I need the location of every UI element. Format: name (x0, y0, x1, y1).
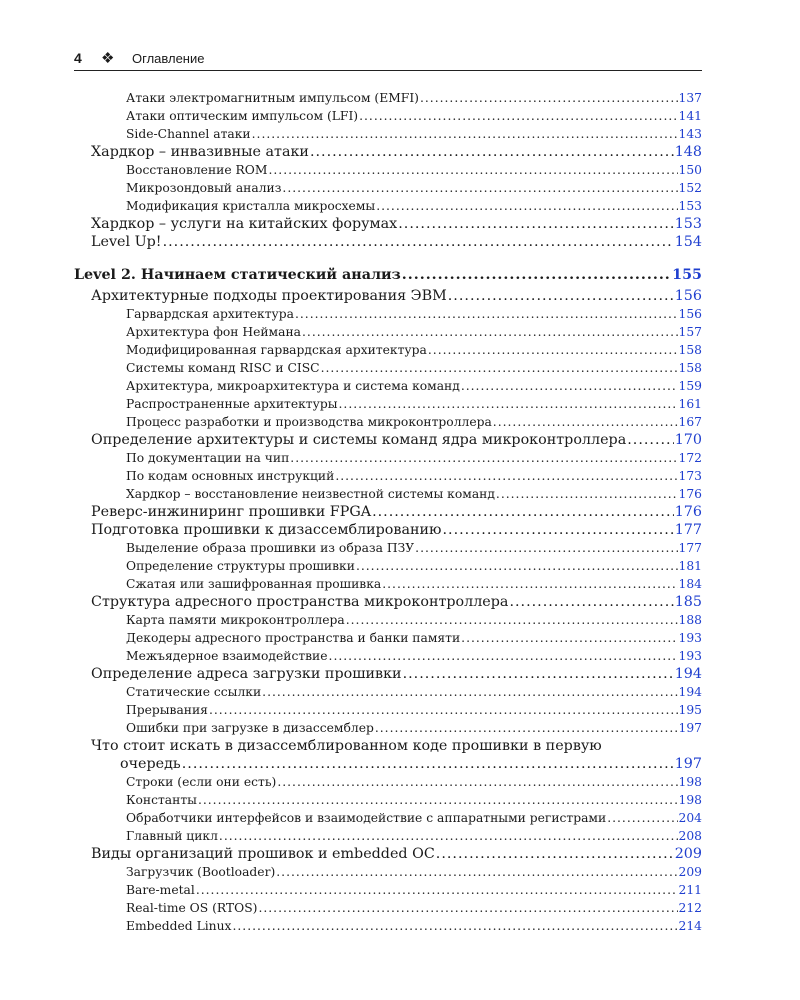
page-number: 4 (74, 50, 82, 66)
toc-entry-title: Level 2. Начинаем статический анализ (74, 267, 401, 283)
toc-entry-title: Гарвардская архитектура (126, 307, 294, 321)
dot-leader (252, 125, 678, 143)
toc-entry-title: Хардкор – инвазивные атаки (91, 144, 309, 160)
toc-page-number[interactable]: 152 (678, 181, 702, 195)
toc-entry-title: Константы (126, 793, 197, 807)
toc-entry-title: Выделение образа прошивки из образа ПЗУ (126, 541, 415, 555)
toc-entry-title: Ошибки при загрузке в дизассемблер (126, 721, 374, 735)
toc-subsection[interactable] (74, 125, 702, 143)
dot-leader (403, 665, 674, 683)
toc-section[interactable] (74, 503, 702, 521)
toc-entry-title: Атаки электромагнитным импульсом (EMFI) (126, 91, 419, 105)
dot-leader (415, 539, 677, 557)
toc-page-number[interactable]: 159 (678, 379, 702, 393)
page-header (74, 50, 702, 70)
toc-section[interactable] (74, 593, 702, 611)
toc-page-number[interactable]: 167 (678, 415, 702, 429)
toc-entry-title: очередь (120, 756, 181, 772)
toc-subsection[interactable] (74, 809, 702, 827)
toc-page-number[interactable]: 208 (678, 829, 702, 843)
dot-leader (398, 215, 673, 233)
toc-page-number[interactable]: 148 (674, 144, 702, 160)
toc-page-number[interactable]: 212 (678, 901, 702, 915)
toc-section[interactable] (74, 287, 702, 305)
toc-page-number[interactable]: 185 (674, 594, 702, 610)
toc-page-number[interactable]: 150 (678, 163, 702, 177)
dot-leader (509, 593, 673, 611)
dot-leader (461, 377, 678, 395)
dot-leader (461, 629, 677, 647)
toc-subsection[interactable] (74, 179, 702, 197)
dot-leader (443, 521, 674, 539)
toc-page-number[interactable]: 204 (678, 811, 702, 825)
toc-subsection[interactable] (74, 899, 702, 917)
dot-leader (163, 233, 674, 251)
toc-subsection[interactable] (74, 827, 702, 845)
toc-page-number[interactable]: 143 (678, 127, 702, 141)
toc-page-number[interactable]: 158 (678, 343, 702, 357)
toc-page-number[interactable]: 170 (674, 432, 702, 448)
dot-leader (382, 575, 677, 593)
toc-page-number[interactable]: 156 (678, 307, 702, 321)
toc-subsection[interactable] (74, 359, 702, 377)
toc-entry-title: Системы команд RISC и CISC (126, 361, 320, 375)
toc-entry-title: Определение адреса загрузки прошивки (91, 666, 402, 682)
toc-entry-title: Структура адресного пространства микроконтроллера (91, 594, 509, 610)
toc-section[interactable] (74, 233, 702, 251)
toc-subsection[interactable] (74, 611, 702, 629)
toc-entry-title: Карта памяти микроконтроллера (126, 613, 345, 627)
toc-entry-title: Архитектурные подходы проектирования ЭВМ (91, 288, 447, 304)
toc-entry-title: Загрузчик (Bootloader) (126, 865, 276, 879)
toc-subsection[interactable] (74, 917, 702, 935)
toc-page-number[interactable]: 176 (674, 504, 702, 520)
toc-subsection[interactable] (74, 449, 702, 467)
toc-entry-title: Обработчики интерфейсов и взаимодействие с аппаратными регистрами (126, 811, 607, 825)
toc-entry-title: Level Up! (91, 234, 162, 250)
toc-entry-title: Хардкор – восстановление неизвестной системы команд (126, 487, 495, 501)
toc-entry-title: По документации на чип (126, 451, 290, 465)
dot-leader (420, 89, 678, 107)
dot-leader (339, 395, 678, 413)
dot-leader (376, 197, 677, 215)
toc-subsection[interactable] (74, 575, 702, 593)
toc-section[interactable] (74, 521, 702, 539)
toc-subsection[interactable] (74, 467, 702, 485)
ornament-icon: ❖ (101, 49, 115, 67)
toc-section[interactable] (74, 845, 702, 863)
toc-page-number[interactable]: 184 (678, 577, 702, 591)
dot-leader (372, 503, 674, 521)
dot-leader (335, 467, 677, 485)
toc-page-number[interactable]: 214 (678, 919, 702, 933)
toc-subsection[interactable] (74, 881, 702, 899)
dot-leader (198, 791, 678, 809)
toc-section[interactable] (74, 431, 702, 449)
toc-entry-title: Bare-metal (126, 883, 195, 897)
dot-leader (290, 449, 677, 467)
toc-entry-title: Распространенные архитектуры (126, 397, 338, 411)
toc-entry-title: По кодам основных инструкций (126, 469, 335, 483)
toc-page-number[interactable]: 197 (678, 721, 702, 735)
toc-entry-title: Микрозондовый анализ (126, 181, 282, 195)
dot-leader (295, 305, 678, 323)
toc-page-number[interactable]: 141 (678, 109, 702, 123)
dot-leader (310, 143, 674, 161)
toc-subsection[interactable] (74, 323, 702, 341)
toc-page-number[interactable]: 193 (678, 649, 702, 663)
toc-chapter[interactable] (74, 266, 702, 284)
dot-leader (436, 845, 674, 863)
toc-subsection[interactable] (74, 413, 702, 431)
dot-leader (258, 899, 677, 917)
toc-page-number[interactable]: 176 (678, 487, 702, 501)
toc-page-number[interactable]: 153 (678, 199, 702, 213)
toc-subsection[interactable] (74, 629, 702, 647)
toc-subsection[interactable] (74, 395, 702, 413)
dot-leader (402, 266, 671, 284)
toc-subsection[interactable] (74, 773, 702, 791)
toc-subsection[interactable] (74, 557, 702, 575)
toc-page-number[interactable]: 158 (678, 361, 702, 375)
toc-section[interactable] (74, 215, 702, 233)
toc-entry-title: Side-Channel атаки (126, 127, 251, 141)
toc-subsection[interactable] (74, 863, 702, 881)
toc-page-number[interactable]: 209 (678, 865, 702, 879)
dot-leader (346, 611, 678, 629)
dot-leader (262, 683, 677, 701)
toc-entry-title: Межъядерное взаимодействие (126, 649, 328, 663)
toc-section[interactable] (74, 755, 702, 773)
dot-leader (276, 863, 677, 881)
dot-leader (219, 827, 678, 845)
toc-entry-title-line1: Что стоит искать в дизассемблированном коде прошивки в первую (91, 738, 602, 754)
toc-page-number[interactable]: 209 (674, 846, 702, 862)
toc-entry-title: Архитектура, микроархитектура и система команд (126, 379, 460, 393)
toc-page-number[interactable]: 193 (678, 631, 702, 645)
toc-entry-title: Строки (если они есть) (126, 775, 277, 789)
toc-page-number[interactable]: 161 (678, 397, 702, 411)
dot-leader (359, 107, 677, 125)
dot-leader (209, 701, 678, 719)
toc-page-number[interactable]: 194 (678, 685, 702, 699)
toc-page-number[interactable]: 177 (678, 541, 702, 555)
toc-entry-title: Восстановление ROM (126, 163, 268, 177)
toc-entry-title: Декодеры адресного пространства и банки памяти (126, 631, 461, 645)
toc-page-number[interactable]: 194 (674, 666, 702, 682)
toc-entry-title: Статические ссылки (126, 685, 262, 699)
toc-section[interactable] (74, 665, 702, 683)
toc-entry-title: Real-time OS (RTOS) (126, 901, 258, 915)
toc-page-number[interactable]: 195 (678, 703, 702, 717)
toc-page-number[interactable]: 198 (678, 775, 702, 789)
dot-leader (356, 557, 678, 575)
toc-subsection[interactable] (74, 719, 702, 737)
header-rule (74, 70, 702, 71)
toc-subsection[interactable] (74, 305, 702, 323)
dot-leader (277, 773, 677, 791)
toc-entry-title: Главный цикл (126, 829, 218, 843)
toc-entry-title: Прерывания (126, 703, 208, 717)
toc-page-number[interactable]: 198 (678, 793, 702, 807)
dot-leader (321, 359, 678, 377)
toc-subsection[interactable] (74, 683, 702, 701)
running-title: Оглавление (132, 51, 205, 66)
dot-leader (607, 809, 677, 827)
toc-entry-title: Атаки оптическим импульсом (LFI) (126, 109, 359, 123)
dot-leader (627, 431, 673, 449)
toc-entry-title: Процесс разработки и производства микроконтроллера (126, 415, 492, 429)
toc-entry-title: Хардкор – услуги на китайских форумах (91, 216, 398, 232)
toc-subsection[interactable] (74, 107, 702, 125)
dot-leader (196, 881, 678, 899)
toc-subsection[interactable] (74, 647, 702, 665)
table-of-contents (74, 89, 702, 935)
toc-page-number[interactable]: 188 (678, 613, 702, 627)
toc-subsection[interactable] (74, 197, 702, 215)
toc-page-number[interactable]: 177 (674, 522, 702, 538)
toc-subsection[interactable] (74, 89, 702, 107)
toc-page-number[interactable]: 155 (672, 267, 702, 283)
dot-leader (329, 647, 678, 665)
toc-entry-title: Виды организаций прошивок и embedded OC (91, 846, 435, 862)
dot-leader (493, 413, 678, 431)
toc-subsection[interactable] (74, 701, 702, 719)
dot-leader (496, 485, 678, 503)
toc-page-number[interactable]: 181 (678, 559, 702, 573)
toc-page-number[interactable]: 153 (674, 216, 702, 232)
toc-entry-title: Модифицированная гарвардская архитектура (126, 343, 427, 357)
toc-entry-title: Определение структуры прошивки (126, 559, 355, 573)
toc-subsection[interactable] (74, 791, 702, 809)
dot-leader (282, 179, 677, 197)
toc-subsection[interactable] (74, 539, 702, 557)
toc-entry-title: Подготовка прошивки к дизассемблированию (91, 522, 442, 538)
toc-entry-title: Сжатая или зашифрованная прошивка (126, 577, 382, 591)
toc-entry-title: Embedded Linux (126, 919, 232, 933)
dot-leader (428, 341, 678, 359)
dot-leader (448, 287, 674, 305)
toc-page-number[interactable]: 211 (678, 883, 702, 897)
toc-subsection[interactable] (74, 341, 702, 359)
dot-leader (232, 917, 677, 935)
toc-page-number[interactable]: 172 (678, 451, 702, 465)
toc-entry-title: Определение архитектуры и системы команд ядра микроконтроллера (91, 432, 627, 448)
toc-section[interactable] (74, 143, 702, 161)
toc-entry-title: Реверс-инжиниринг прошивки FPGA (91, 504, 372, 520)
dot-leader (268, 161, 677, 179)
dot-leader (302, 323, 678, 341)
toc-subsection[interactable] (74, 377, 702, 395)
toc-page-number[interactable]: 197 (674, 756, 702, 772)
toc-page-number[interactable]: 137 (678, 91, 702, 105)
toc-page-number[interactable]: 154 (674, 234, 702, 250)
toc-subsection[interactable] (74, 485, 702, 503)
toc-page-number[interactable]: 173 (678, 469, 702, 483)
toc-subsection[interactable] (74, 161, 702, 179)
toc-entry-title: Архитектура фон Неймана (126, 325, 301, 339)
dot-leader (375, 719, 678, 737)
toc-page-number[interactable]: 156 (674, 288, 702, 304)
toc-entry-title: Модификация кристалла микросхемы (126, 199, 376, 213)
dot-leader (182, 755, 674, 773)
toc-page-number[interactable]: 157 (678, 325, 702, 339)
